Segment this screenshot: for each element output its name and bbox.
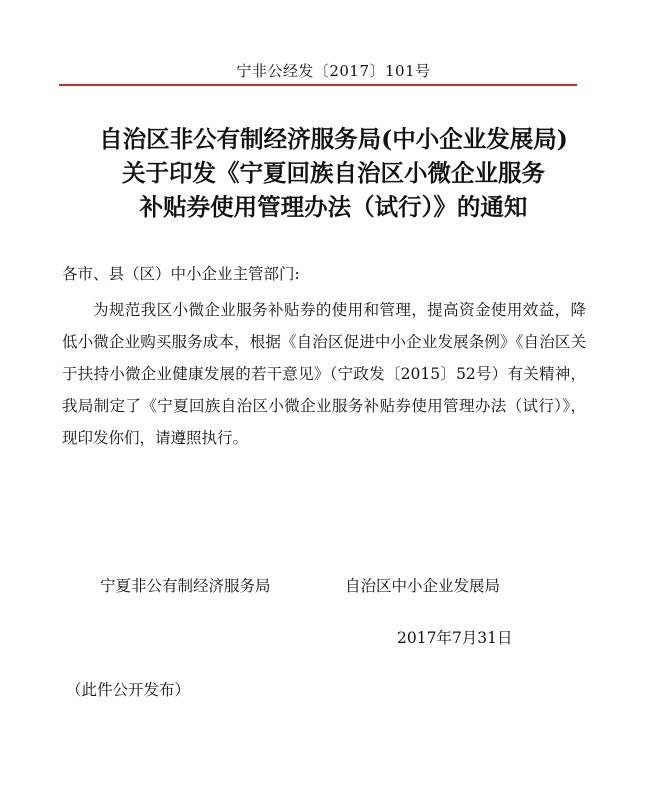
title-line-3: 补贴券使用管理办法（试行）》的通知	[139, 193, 528, 221]
publication-note: （此件公开发布）	[66, 681, 191, 699]
body-paragraph: 为规范我区小微企业服务补贴券的使用和管理，提高资金使用效益，降低小微企业购买服务成本，根据《自治区促进中小企业发展条例》《自治区关于扶持小微企业健康发展的若干意见》（宁政发〔2015〕52号）有关精神，我局制定了《宁夏回族自治区小微企业服务补贴券使用管理办法（试行）》，现印发你们，请遵照执行。	[62, 301, 586, 447]
notice-title	[40, 122, 627, 224]
issue-date: 2017年7月31日	[397, 629, 513, 647]
signatory-1: 宁夏非公有制经济服务局	[100, 577, 271, 595]
title-line-1: 自治区非公有制经济服务局(中小企业发展局)	[99, 125, 568, 153]
addressee: 各市、县（区）中小企业主管部门:	[62, 265, 300, 283]
document-number: 宁非公经发〔2017〕101号	[236, 62, 431, 80]
title-line-2: 关于印发《宁夏回族自治区小微企业服务	[122, 159, 545, 187]
red-header-divider	[59, 84, 577, 86]
signatory-2: 自治区中小企业发展局	[345, 577, 501, 595]
